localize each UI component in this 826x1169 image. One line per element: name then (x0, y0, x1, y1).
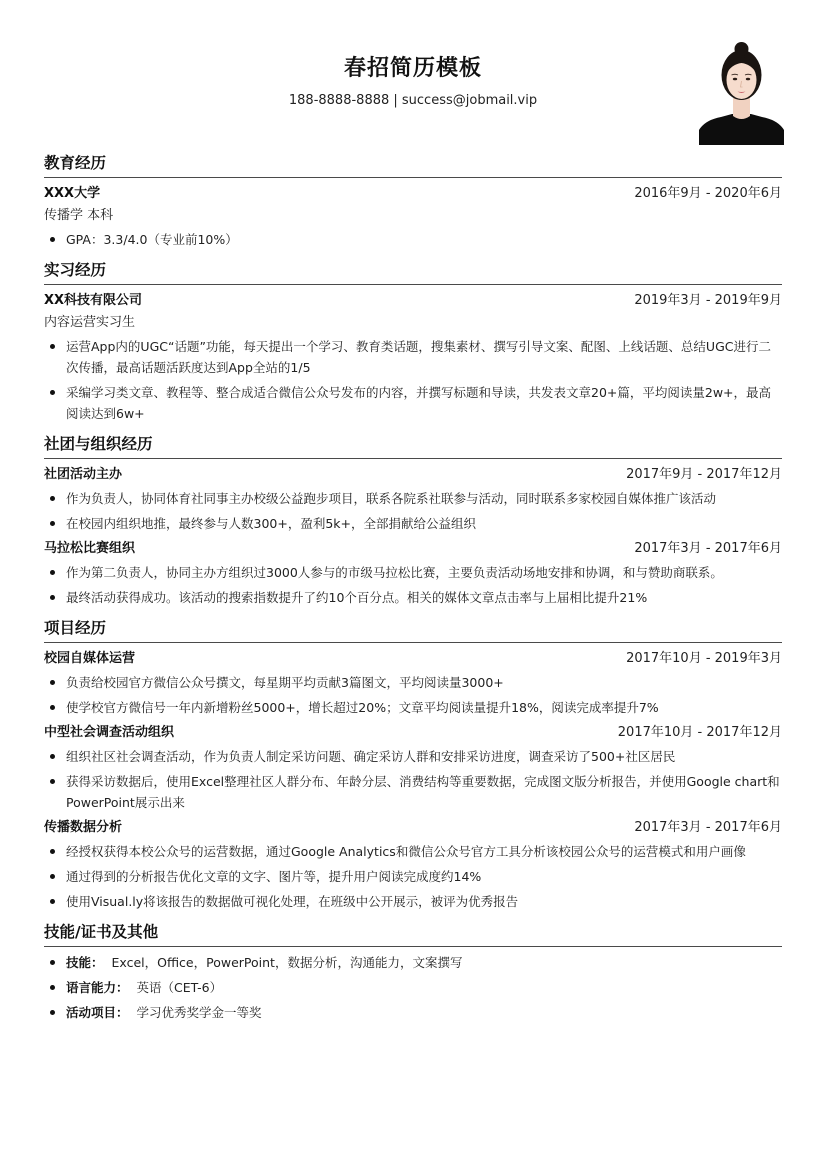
skills-section (44, 921, 782, 1023)
club-entry (44, 538, 782, 608)
list-item: GPA：3.3/4.0（专业前10%） (44, 229, 782, 250)
bullet-list (44, 336, 782, 424)
list-item: 运营App内的UGC“话题”功能，每天提出一个学习、教育类话题，搜集素材、撰写引导文案、配图、上线话题、总结UGC进行二次传播，最高话题活跃度达到App全站的1/5 (44, 336, 782, 378)
list-item: 作为第二负责人，协同主办方组织过3000人参与的市级马拉松比赛，主要负责活动场地安排和协调，和与赞助商联系。 (44, 562, 782, 583)
entry-date: 2019年3月 - 2019年9月 (634, 293, 782, 308)
section-title-clubs: 社团与组织经历 (44, 433, 782, 459)
clubs-section (44, 433, 782, 608)
list-item: 获得采访数据后，使用Excel整理社区人群分布、年龄分层、消费结构等重要数据，完成图文版分析报告，并使用Google chart和PowerPoint展示出来 (44, 771, 782, 813)
bullet-list (44, 229, 782, 250)
education-entry (44, 183, 782, 250)
entry-name: XXX大学 (44, 186, 101, 201)
list-item (44, 1002, 782, 1023)
bullet-list (44, 488, 782, 534)
internship-section (44, 259, 782, 424)
section-title-skills: 技能/证书及其他 (44, 921, 782, 947)
list-item: 经授权获得本校公众号的运营数据，通过Google Analytics和微信公众号官方工具分析该校园公众号的运营模式和用户画像 (44, 841, 782, 862)
project-entry (44, 648, 782, 718)
entry-name: 中型社会调查活动组织 (44, 725, 175, 740)
skill-value: Excel，Office，PowerPoint，数据分析，沟通能力，文案撰写 (111, 955, 463, 970)
entry-date: 2017年3月 - 2017年6月 (634, 820, 782, 835)
section-title-internship: 实习经历 (44, 259, 782, 285)
contact-info: 188-8888-8888 | success@jobmail.vip (288, 93, 538, 108)
entry-date: 2017年9月 - 2017年12月 (626, 467, 782, 482)
section-title-projects: 项目经历 (44, 617, 782, 643)
projects-section (44, 617, 782, 912)
list-item (44, 977, 782, 998)
list-item: 通过得到的分析报告优化文章的文字、图片等，提升用户阅读完成度约14% (44, 866, 782, 887)
list-item: 作为负责人，协同体育社同事主办校级公益跑步项目，联系各院系社联参与活动，同时联系多家校园自媒体推广该活动 (44, 488, 782, 509)
portrait-image (699, 40, 784, 145)
skill-value: 英语（CET-6） (136, 980, 223, 995)
bullet-list (44, 746, 782, 813)
skill-value: 学习优秀奖学金一等奖 (136, 1005, 262, 1020)
entry-name: 马拉松比赛组织 (44, 541, 136, 556)
entry-subtitle: 传播学 本科 (44, 208, 114, 223)
bullet-list (44, 952, 782, 1023)
list-item: 最终活动获得成功。该活动的搜索指数提升了约10个百分点。相关的媒体文章点击率与上届相比提升21% (44, 587, 782, 608)
entry-name: 校园自媒体运营 (44, 651, 136, 666)
entry-date: 2017年3月 - 2017年6月 (634, 541, 782, 556)
entry-name: 传播数据分析 (44, 820, 123, 835)
entry-name: 社团活动主办 (44, 467, 123, 482)
entry-date: 2017年10月 - 2019年3月 (626, 651, 782, 666)
list-item: 使学校官方微信号一年内新增粉丝5000+，增长超过20%；文章平均阅读量提升18%，阅读完成率提升7% (44, 697, 782, 718)
skill-key: 语言能力： (66, 980, 129, 995)
page-title: 春招简历模板 (343, 56, 482, 81)
profile-photo (699, 40, 784, 145)
bullet-list (44, 672, 782, 718)
bullet-list (44, 562, 782, 608)
entry-date: 2017年10月 - 2017年12月 (617, 725, 782, 740)
section-title-education: 教育经历 (44, 152, 782, 178)
education-section (44, 152, 782, 250)
skill-key: 技能： (66, 955, 104, 970)
list-item: 在校园内组织地推，最终参与人数300+，盈利5k+，全部捐献给公益组织 (44, 513, 782, 534)
entry-name: XX科技有限公司 (44, 293, 143, 308)
list-item: 采编学习类文章、教程等、整合成适合微信公众号发布的内容，并撰写标题和导读，共发表文章20+篇，平均阅读量2w+，最高阅读达到6w+ (44, 382, 782, 424)
club-entry (44, 464, 782, 534)
list-item (44, 952, 782, 973)
resume-content (44, 152, 782, 1032)
entry-date: 2016年9月 - 2020年6月 (634, 186, 782, 201)
internship-entry (44, 290, 782, 424)
list-item: 使用Visual.ly将该报告的数据做可视化处理，在班级中公开展示，被评为优秀报告 (44, 891, 782, 912)
bullet-list (44, 841, 782, 912)
entry-subtitle: 内容运营实习生 (44, 315, 136, 330)
skill-key: 活动项目： (66, 1005, 129, 1020)
project-entry (44, 817, 782, 912)
list-item: 组织社区社会调查活动，作为负责人制定采访问题、确定采访人群和安排采访进度，调查采访了500+社区居民 (44, 746, 782, 767)
list-item: 负责给校园官方微信公众号撰文，每星期平均贡献3篇图文，平均阅读量3000+ (44, 672, 782, 693)
project-entry (44, 722, 782, 813)
